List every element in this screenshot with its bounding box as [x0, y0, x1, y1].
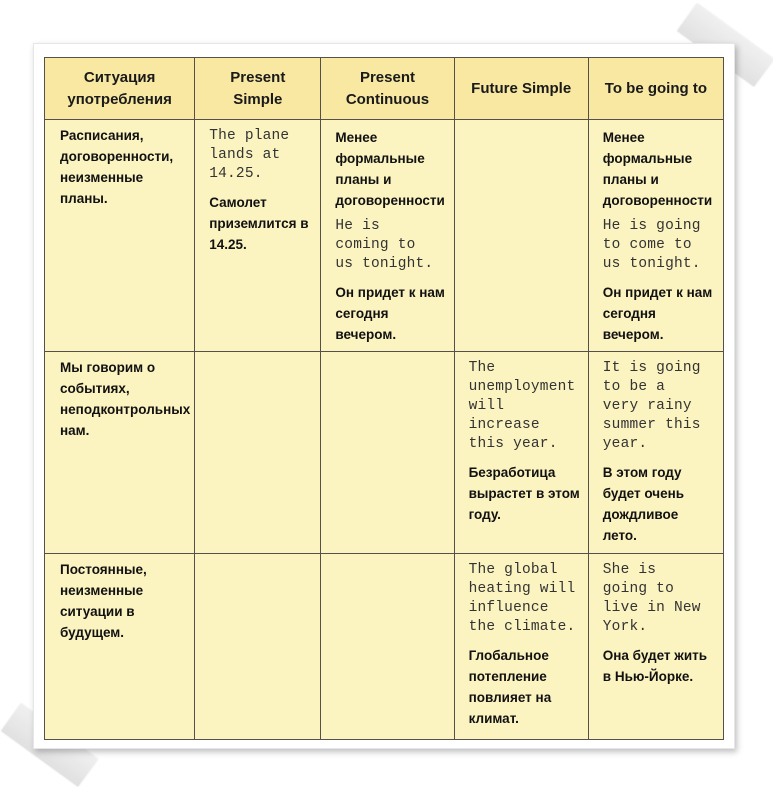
- usage-note: Менее формальные планы и договоренности: [602, 130, 713, 208]
- header-going-to: To be going to: [588, 58, 723, 120]
- english-example: The unemployment will increase this year.: [468, 360, 576, 452]
- present-continuous-cell-empty: [321, 352, 454, 554]
- header-future-simple: Future Simple: [454, 58, 588, 120]
- english-example: The plane lands at 14.25.: [209, 128, 290, 182]
- present-continuous-cell: [321, 120, 454, 352]
- going-to-cell: [588, 352, 723, 554]
- future-simple-cell: [454, 352, 588, 554]
- future-simple-cell-empty: [454, 120, 588, 352]
- russian-translation: Она будет жить в Нью-Йорке.: [602, 648, 708, 684]
- english-example: He is coming to us tonight.: [335, 218, 434, 272]
- english-example: It is going to be a very rainy summer this year.: [602, 360, 701, 452]
- header-present-continuous: Present Continuous: [321, 58, 454, 120]
- russian-translation: Безработица вырастет в этом году.: [468, 465, 580, 522]
- header-present-simple: Present Simple: [195, 58, 321, 120]
- russian-translation: Он придет к нам сегодня вечером.: [602, 285, 713, 342]
- usage-note: Менее формальные планы и договоренности: [335, 130, 445, 208]
- russian-translation: Глобальное потепление повлияет на климат.: [468, 648, 552, 726]
- russian-translation: Самолет приземлится в 14.25.: [209, 195, 309, 252]
- present-continuous-cell-empty: [321, 554, 454, 740]
- situation-cell: Мы говорим о событиях, неподконтрольных нам.: [45, 352, 195, 554]
- present-simple-cell-empty: [195, 352, 321, 554]
- table-row: [45, 120, 724, 352]
- situation-cell: Постоянные, неизменные ситуации в будущем.: [45, 554, 195, 740]
- table-row: [45, 554, 724, 740]
- going-to-cell: [588, 120, 723, 352]
- situation-cell: Расписания, договоренности, неизменные планы.: [45, 120, 195, 352]
- table-row: [45, 352, 724, 554]
- present-simple-cell: [195, 120, 321, 352]
- tense-usage-table: [44, 57, 724, 740]
- russian-translation: Он придет к нам сегодня вечером.: [335, 285, 445, 342]
- header-row: [45, 58, 724, 120]
- table-card: [33, 43, 735, 749]
- english-example: She is going to live in New York.: [602, 562, 701, 635]
- english-example: The global heating will influence the climate.: [468, 562, 576, 635]
- going-to-cell: [588, 554, 723, 740]
- header-situation: Ситуация употребления: [45, 58, 195, 120]
- english-example: He is going to come to us tonight.: [602, 218, 701, 272]
- future-simple-cell: [454, 554, 588, 740]
- russian-translation: В этом году будет очень дождливое лето.: [602, 465, 685, 543]
- present-simple-cell-empty: [195, 554, 321, 740]
